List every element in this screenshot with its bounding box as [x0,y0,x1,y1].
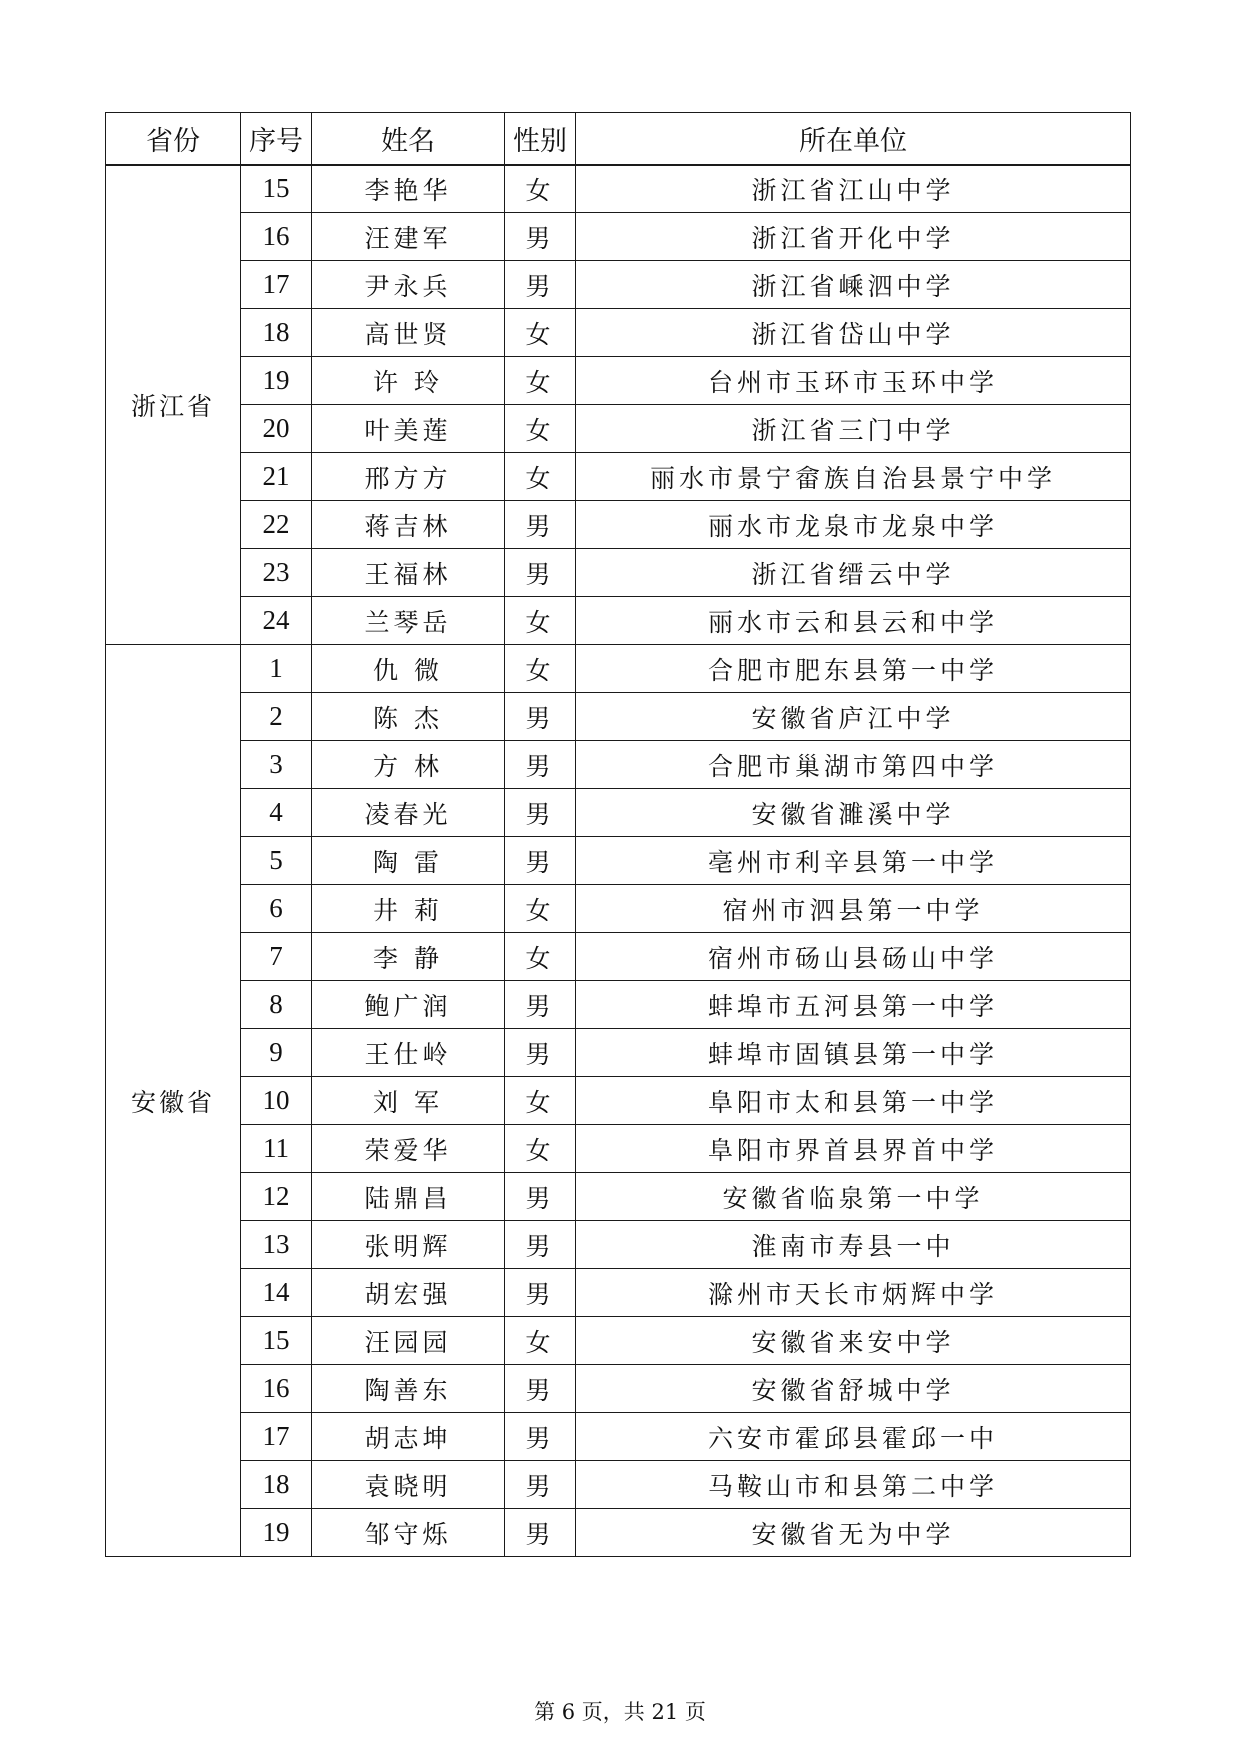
table-row [106,597,1131,645]
index-cell: 16 [241,213,312,261]
table-row [106,309,1131,357]
index-cell: 10 [241,1077,312,1125]
gender-cell: 女 [505,357,576,405]
header-name: 姓名 [312,113,505,165]
name-cell: 李 静 [312,933,505,981]
index-cell: 15 [241,1317,312,1365]
gender-cell: 女 [505,405,576,453]
name-cell: 仇 微 [312,645,505,693]
index-cell: 19 [241,1509,312,1557]
unit-cell: 浙江省江山中学 [576,165,1131,213]
name-cell: 尹永兵 [312,261,505,309]
unit-cell: 安徽省无为中学 [576,1509,1131,1557]
name-cell: 邹守烁 [312,1509,505,1557]
name-cell: 汪园园 [312,1317,505,1365]
unit-cell: 阜阳市太和县第一中学 [576,1077,1131,1125]
table-header-row [106,113,1131,165]
index-cell: 23 [241,549,312,597]
table-row [106,453,1131,501]
gender-cell: 女 [505,885,576,933]
table-row [106,1269,1131,1317]
name-cell: 许 玲 [312,357,505,405]
table-row [106,1029,1131,1077]
gender-cell: 女 [505,309,576,357]
table-row [106,885,1131,933]
province-cell: 安徽省 [106,645,241,1557]
index-cell: 5 [241,837,312,885]
name-cell: 胡志坤 [312,1413,505,1461]
header-unit: 所在单位 [576,113,1131,165]
table-row [106,165,1131,213]
gender-cell: 男 [505,1269,576,1317]
gender-cell: 男 [505,501,576,549]
province-cell: 浙江省 [106,165,241,645]
table-row [106,357,1131,405]
unit-cell: 宿州市砀山县砀山中学 [576,933,1131,981]
table-row [106,1509,1131,1557]
unit-cell: 六安市霍邱县霍邱一中 [576,1413,1131,1461]
index-cell: 2 [241,693,312,741]
name-cell: 方 林 [312,741,505,789]
table-row [106,981,1131,1029]
index-cell: 1 [241,645,312,693]
table-row [106,501,1131,549]
header-province: 省份 [106,113,241,165]
name-cell: 李艳华 [312,165,505,213]
gender-cell: 男 [505,789,576,837]
page-footer: 第 6 页，共 21 页 [534,1700,706,1724]
name-cell: 汪建军 [312,213,505,261]
name-cell: 陆鼎昌 [312,1173,505,1221]
name-cell: 陶 雷 [312,837,505,885]
name-cell: 袁晓明 [312,1461,505,1509]
unit-cell: 浙江省嵊泗中学 [576,261,1131,309]
gender-cell: 女 [505,165,576,213]
gender-cell: 女 [505,453,576,501]
gender-cell: 男 [505,1173,576,1221]
gender-cell: 男 [505,837,576,885]
index-cell: 6 [241,885,312,933]
index-cell: 20 [241,405,312,453]
gender-cell: 女 [505,1077,576,1125]
table-row [106,1365,1131,1413]
gender-cell: 男 [505,1413,576,1461]
unit-cell: 合肥市肥东县第一中学 [576,645,1131,693]
unit-cell: 浙江省开化中学 [576,213,1131,261]
index-cell: 17 [241,261,312,309]
gender-cell: 男 [505,549,576,597]
index-cell: 8 [241,981,312,1029]
header-index: 序号 [241,113,312,165]
table-row [106,645,1131,693]
gender-cell: 女 [505,1317,576,1365]
gender-cell: 男 [505,1509,576,1557]
unit-cell: 安徽省来安中学 [576,1317,1131,1365]
index-cell: 4 [241,789,312,837]
index-cell: 21 [241,453,312,501]
table-row [106,693,1131,741]
table-row [106,837,1131,885]
table-row [106,1317,1131,1365]
name-cell: 邢方方 [312,453,505,501]
index-cell: 16 [241,1365,312,1413]
roster-table [105,112,1131,1557]
unit-cell: 蚌埠市五河县第一中学 [576,981,1131,1029]
gender-cell: 男 [505,213,576,261]
index-cell: 22 [241,501,312,549]
unit-cell: 浙江省岱山中学 [576,309,1131,357]
gender-cell: 女 [505,597,576,645]
unit-cell: 马鞍山市和县第二中学 [576,1461,1131,1509]
unit-cell: 浙江省三门中学 [576,405,1131,453]
unit-cell: 台州市玉环市玉环中学 [576,357,1131,405]
index-cell: 7 [241,933,312,981]
name-cell: 刘 军 [312,1077,505,1125]
table-row [106,261,1131,309]
table-row [106,1461,1131,1509]
index-cell: 13 [241,1221,312,1269]
unit-cell: 安徽省临泉第一中学 [576,1173,1131,1221]
name-cell: 陶善东 [312,1365,505,1413]
gender-cell: 女 [505,1125,576,1173]
index-cell: 9 [241,1029,312,1077]
index-cell: 17 [241,1413,312,1461]
name-cell: 王仕岭 [312,1029,505,1077]
gender-cell: 男 [505,981,576,1029]
gender-cell: 男 [505,693,576,741]
name-cell: 陈 杰 [312,693,505,741]
gender-cell: 男 [505,1029,576,1077]
unit-cell: 亳州市利辛县第一中学 [576,837,1131,885]
gender-cell: 女 [505,645,576,693]
index-cell: 18 [241,1461,312,1509]
name-cell: 王福林 [312,549,505,597]
index-cell: 14 [241,1269,312,1317]
table-row [106,1125,1131,1173]
unit-cell: 丽水市云和县云和中学 [576,597,1131,645]
unit-cell: 丽水市景宁畲族自治县景宁中学 [576,453,1131,501]
header-gender: 性别 [505,113,576,165]
unit-cell: 宿州市泗县第一中学 [576,885,1131,933]
unit-cell: 滁州市天长市炳辉中学 [576,1269,1131,1317]
unit-cell: 安徽省舒城中学 [576,1365,1131,1413]
table-row [106,1413,1131,1461]
table-row [106,1173,1131,1221]
gender-cell: 男 [505,1461,576,1509]
unit-cell: 安徽省庐江中学 [576,693,1131,741]
table-body [106,165,1131,1557]
table-row [106,213,1131,261]
name-cell: 蒋吉林 [312,501,505,549]
unit-cell: 丽水市龙泉市龙泉中学 [576,501,1131,549]
table-row [106,1077,1131,1125]
name-cell: 凌春光 [312,789,505,837]
index-cell: 12 [241,1173,312,1221]
name-cell: 胡宏强 [312,1269,505,1317]
name-cell: 荣爱华 [312,1125,505,1173]
name-cell: 张明辉 [312,1221,505,1269]
table-row [106,1221,1131,1269]
name-cell: 鲍广润 [312,981,505,1029]
unit-cell: 蚌埠市固镇县第一中学 [576,1029,1131,1077]
table-row [106,405,1131,453]
unit-cell: 淮南市寿县一中 [576,1221,1131,1269]
index-cell: 18 [241,309,312,357]
index-cell: 19 [241,357,312,405]
table-row [106,933,1131,981]
gender-cell: 男 [505,741,576,789]
index-cell: 24 [241,597,312,645]
gender-cell: 男 [505,1221,576,1269]
unit-cell: 浙江省缙云中学 [576,549,1131,597]
unit-cell: 合肥市巢湖市第四中学 [576,741,1131,789]
table-row [106,789,1131,837]
table-row [106,549,1131,597]
table-row [106,741,1131,789]
name-cell: 兰琴岳 [312,597,505,645]
gender-cell: 男 [505,1365,576,1413]
name-cell: 井 莉 [312,885,505,933]
name-cell: 叶美莲 [312,405,505,453]
gender-cell: 男 [505,261,576,309]
gender-cell: 女 [505,933,576,981]
unit-cell: 阜阳市界首县界首中学 [576,1125,1131,1173]
index-cell: 15 [241,165,312,213]
index-cell: 3 [241,741,312,789]
index-cell: 11 [241,1125,312,1173]
unit-cell: 安徽省濉溪中学 [576,789,1131,837]
name-cell: 高世贤 [312,309,505,357]
